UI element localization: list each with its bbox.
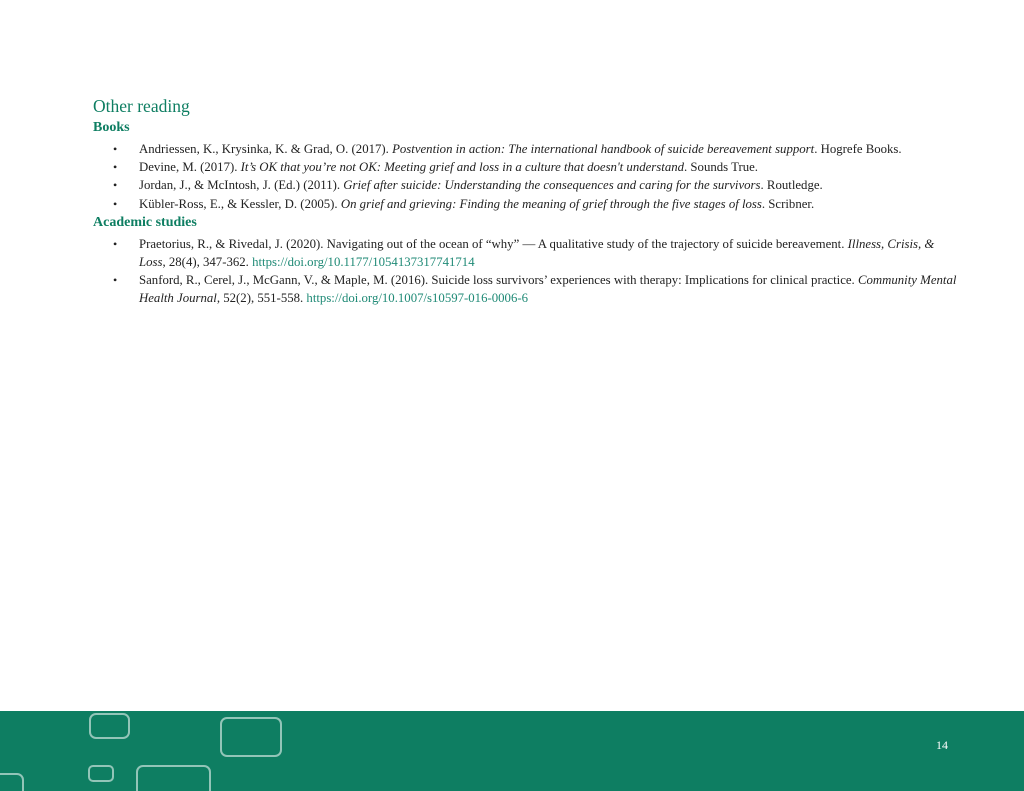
ref-publisher: . Sounds True. [684,160,758,175]
academic-heading: Academic studies [93,214,197,230]
reading-list [93,94,963,308]
ref-volume: , 52(2), 551-558. [216,291,307,306]
ref-title: It’s OK that you’re not OK: Meeting grief and loss in a culture that doesn't understand [240,160,685,175]
ref-authors: Kübler-Ross, E., & Kessler, D. (2005). [139,196,341,211]
ref-authors: Jordan, J., & McIntosh, J. (Ed.) (2011). [139,178,344,193]
decorative-rounded-square [89,713,130,739]
bullet: • [113,196,118,211]
ref-publisher: . Hogrefe Books. [814,142,902,156]
list-item [93,235,963,271]
page-number: 14 [936,738,948,752]
academic-list [93,235,963,308]
ref-citation: Sanford, R., Cerel, J., McGann, V., & Maple, M. (2016). Suicide loss survivors’ experiences with therapy: Implications for clinical practice. [139,273,858,288]
ref-title: Postvention in action: The international handbook of suicide bereavement support [392,142,815,156]
decorative-rounded-square [88,765,114,782]
page-heading: Other reading [93,96,190,116]
ref-volume: , 28(4), 347-362. [162,255,253,270]
bullet: • [113,273,118,288]
bullet: • [113,236,118,251]
ref-title: Grief after suicide: Understanding the consequences and caring for the survivors [343,178,761,193]
books-heading: Books [93,120,130,135]
decorative-rounded-square [136,765,211,791]
ref-publisher: . Routledge. [760,178,823,193]
list-item [93,158,963,176]
footer-band [0,711,1024,791]
doi-link[interactable]: https://doi.org/10.1007/s10597-016-0006-6 [306,291,528,306]
ref-citation: Praetorius, R., & Rivedal, J. (2020). Navigating out of the ocean of “why” — A qualitative study of the trajectory of suicide bereavement. [139,236,848,251]
ref-publisher: . Scribner. [761,196,815,211]
list-item [93,195,963,213]
bullet: • [113,178,118,193]
books-list [93,140,963,213]
list-item [93,271,963,307]
ref-journal: Community Mental Health Journal [139,273,957,306]
ref-title: On grief and grieving: Finding the meaning of grief through the five stages of loss [340,196,762,211]
list-item [93,176,963,194]
ref-authors: Devine, M. (2017). [139,160,241,175]
ref-journal: Illness, Crisis, & Loss [139,236,935,270]
bullet: • [113,160,118,175]
decorative-rounded-square [220,717,282,757]
bullet: • [113,142,118,156]
ref-authors: Andriessen, K., Krysinka, K. & Grad, O. (2017). [139,142,393,156]
doi-link[interactable]: https://doi.org/10.1177/1054137317741714 [252,255,475,270]
decorative-rounded-square [0,773,24,791]
list-item [93,140,963,158]
